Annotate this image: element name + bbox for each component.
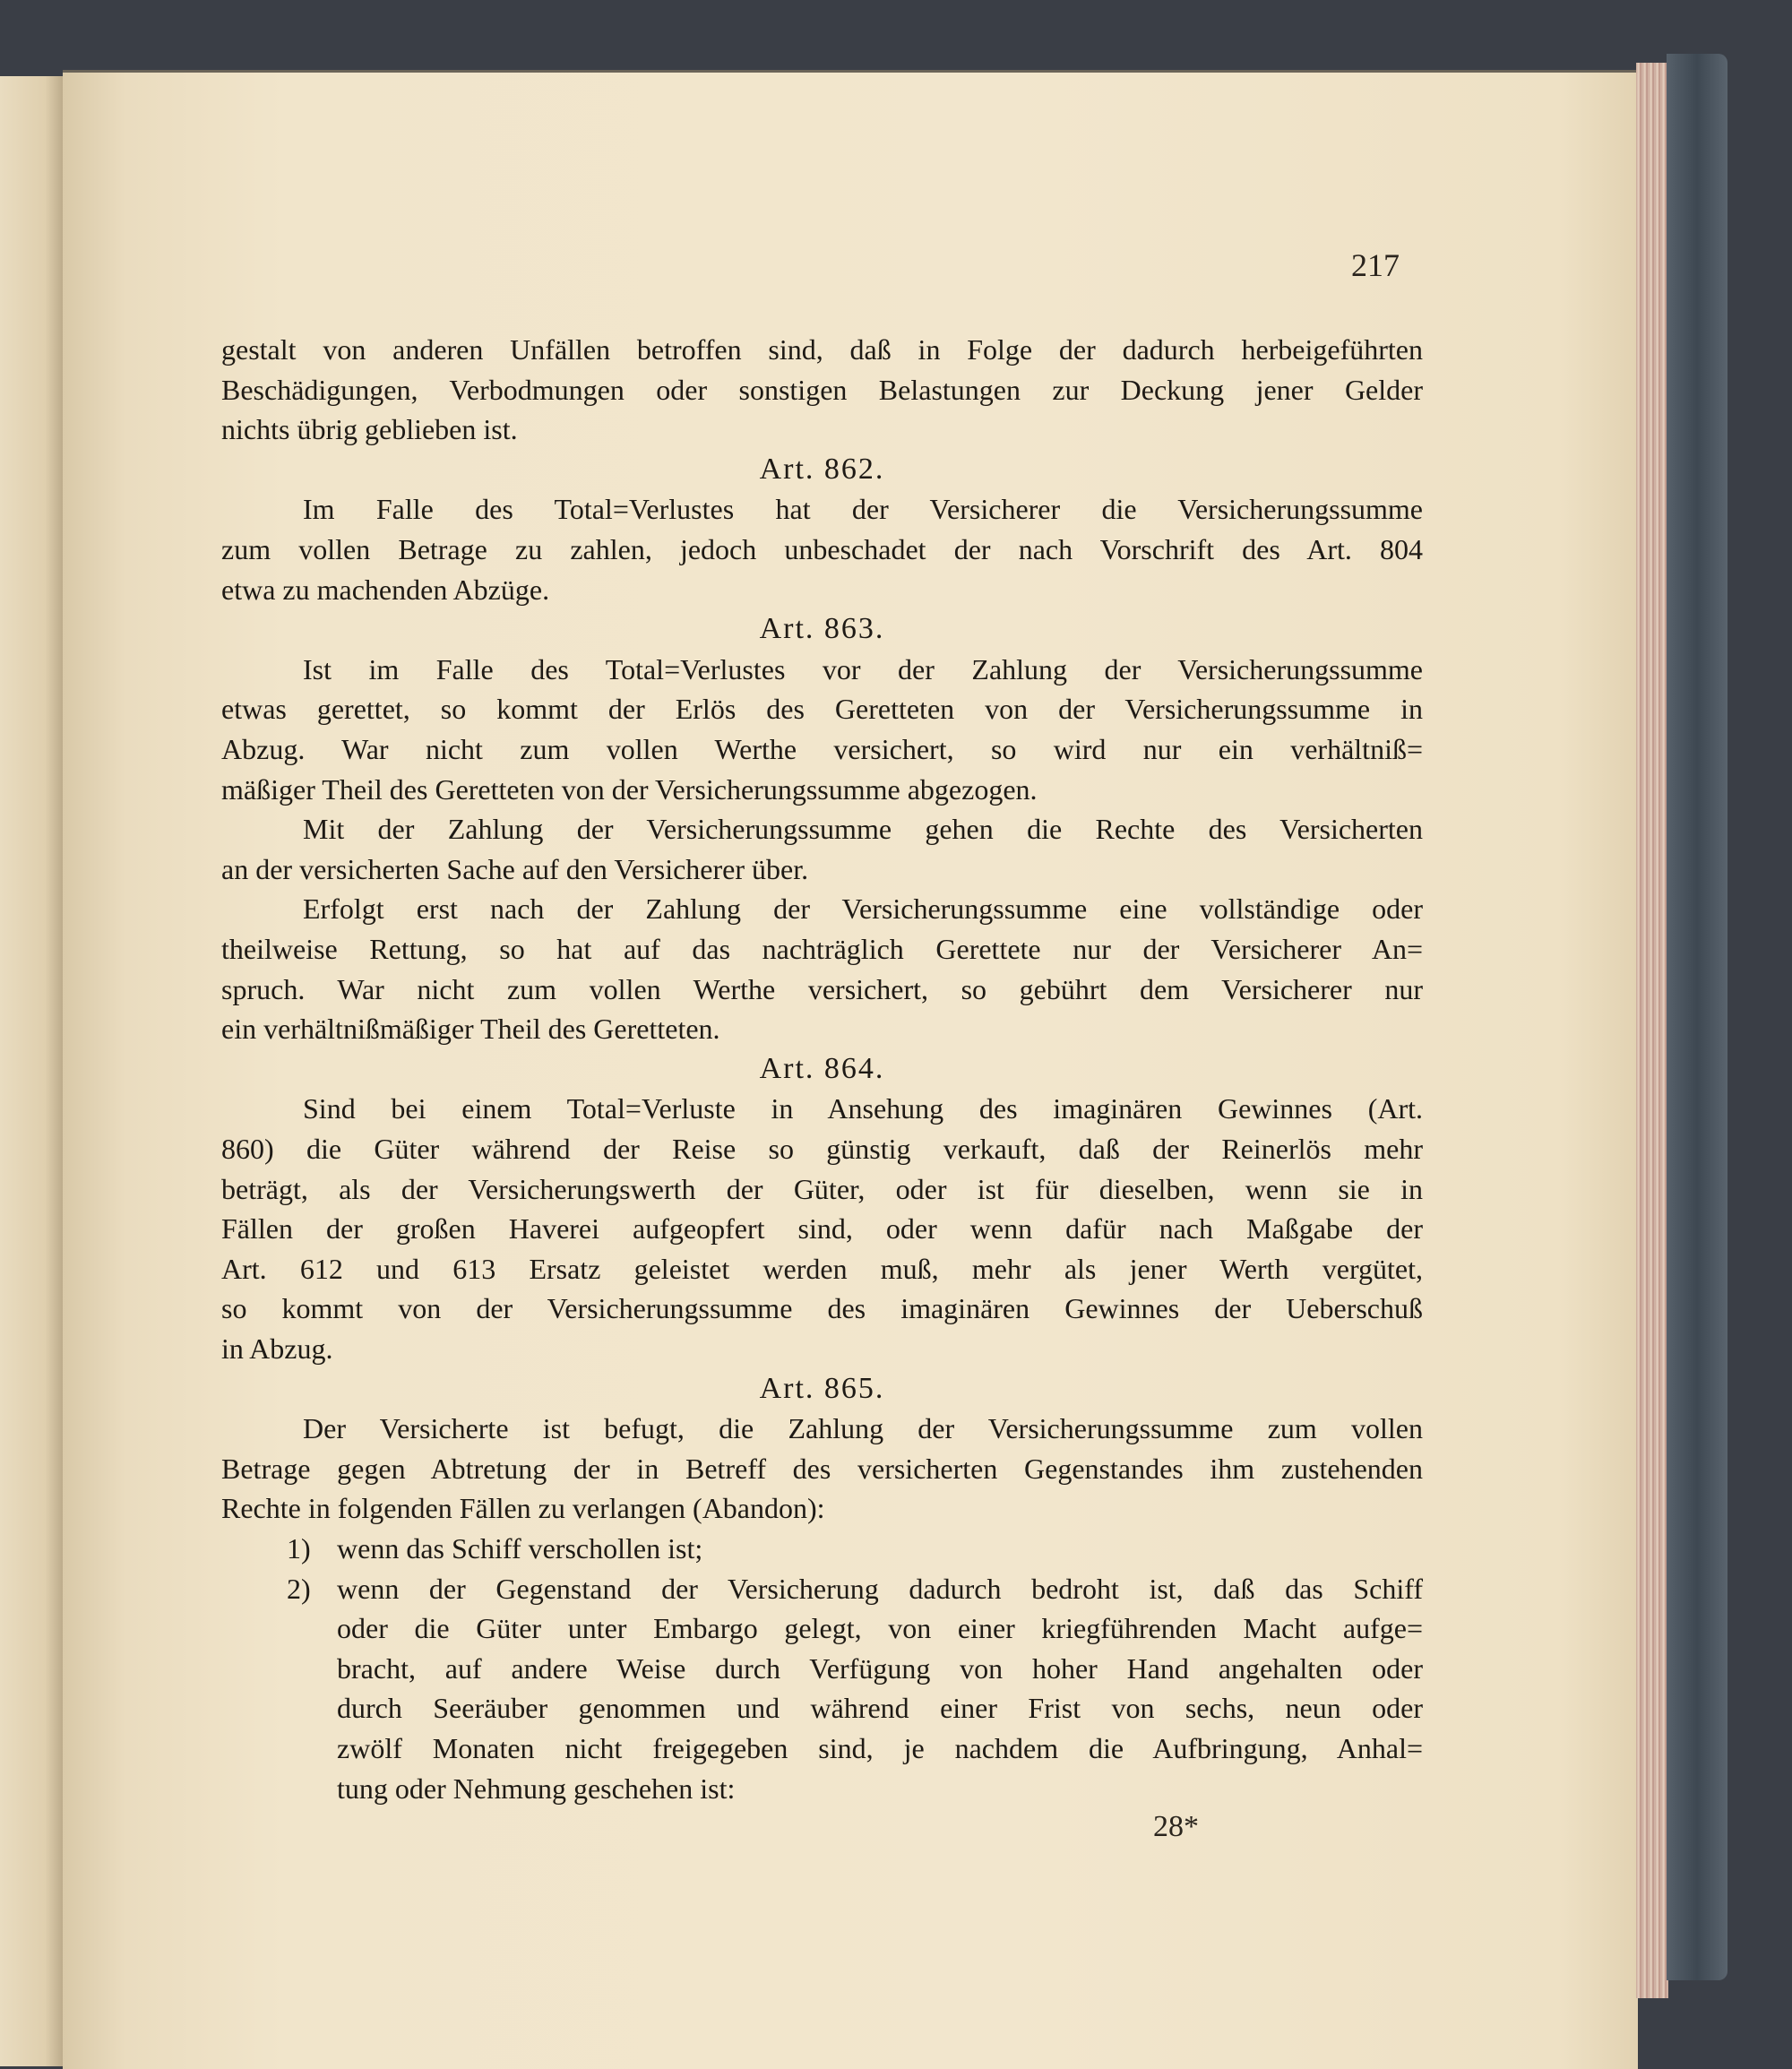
article-heading: Art. 862. <box>759 453 885 486</box>
list-item-text: oder die Güter unter Embargo gelegt, von einer kriegführenden Macht aufge= <box>337 1612 1423 1644</box>
signature-mark: 28* <box>1153 1810 1199 1843</box>
text-line: gestalt von anderen Unfällen betroffen sind, daß in Folge der dadurch herbeigeführten <box>221 333 1423 366</box>
text-line: Fällen der großen Haverei aufgeopfert sind, oder wenn dafür nach Maßgabe der <box>221 1212 1423 1245</box>
text-line: in Abzug. <box>221 1332 333 1365</box>
list-item-text: tung oder Nehmung geschehen ist: <box>337 1772 736 1805</box>
text-line: Abzug. War nicht zum vollen Werthe versichert, so wird nur ein verhältniß= <box>221 733 1423 765</box>
book-cover <box>1667 54 1727 1980</box>
page-edges <box>1636 63 1668 1998</box>
text-line: etwa zu machenden Abzüge. <box>221 573 550 606</box>
text-line: Sind bei einem Total=Verluste in Ansehung des imaginären Gewinnes (Art. <box>303 1092 1423 1125</box>
article-heading: Art. 865. <box>759 1372 885 1405</box>
text-line: nichts übrig geblieben ist. <box>221 413 518 445</box>
article-heading: Art. 864. <box>759 1052 885 1085</box>
text-line: beträgt, als der Versicherungswerth der Güter, oder ist für dieselben, wenn sie in <box>221 1173 1423 1205</box>
text-line: Rechte in folgenden Fällen zu verlangen (Abandon): <box>221 1492 825 1524</box>
list-item-text: bracht, auf andere Weise durch Verfügung von hoher Hand angehalten oder <box>337 1652 1423 1685</box>
list-number: 2) <box>287 1573 311 1605</box>
list-item-text: zwölf Monaten nicht freigegeben sind, je nachdem die Aufbringung, Anhal= <box>337 1732 1423 1764</box>
text-line: Beschädigungen, Verbodmungen oder sonstigen Belastungen zur Deckung jener Gelder <box>221 374 1423 406</box>
list-item-text: wenn der Gegenstand der Versicherung dadurch bedroht ist, daß das Schiff <box>337 1573 1423 1605</box>
text-line: Art. 612 und 613 Ersatz geleistet werden muß, mehr als jener Werth vergütet, <box>221 1253 1423 1285</box>
text-line: spruch. War nicht zum vollen Werthe versichert, so gebührt dem Versicherer nur <box>221 973 1423 1005</box>
text-line: 860) die Güter während der Reise so günstig verkauft, daß der Reinerlös mehr <box>221 1133 1423 1165</box>
page-number: 217 <box>1351 247 1400 283</box>
text-line: Betrage gegen Abtretung der in Betreff des versicherten Gegenstandes ihm zustehenden <box>221 1453 1423 1485</box>
text-line: Ist im Falle des Total=Verlustes vor der Zahlung der Versicherungssumme <box>303 653 1423 685</box>
text-line: zum vollen Betrage zu zahlen, jedoch unbeschadet der nach Vorschrift des Art. 804 <box>221 533 1423 565</box>
text-line: Im Falle des Total=Verlustes hat der Versicherer die Versicherungssumme <box>303 493 1423 525</box>
article-heading: Art. 863. <box>759 612 885 645</box>
text-line: Der Versicherte ist befugt, die Zahlung der Versicherungssumme zum vollen <box>303 1412 1423 1444</box>
list-number: 1) <box>287 1532 311 1565</box>
list-item-text: durch Seeräuber genommen und während einer Frist von sechs, neun oder <box>337 1692 1423 1724</box>
text-line: Erfolgt erst nach der Zahlung der Versicherungssumme eine vollständige oder <box>303 892 1423 925</box>
text-line: so kommt von der Versicherungssumme des imaginären Gewinnes der Ueberschuß <box>221 1292 1423 1324</box>
left-page-edge <box>0 76 65 2066</box>
text-line: mäßiger Theil des Geretteten von der Versicherungssumme abgezogen. <box>221 773 1038 806</box>
text-line: theilweise Rettung, so hat auf das nachträglich Gerettete nur der Versicherer An= <box>221 933 1423 965</box>
text-line: Mit der Zahlung der Versicherungssumme gehen die Rechte des Versicherten <box>303 813 1423 845</box>
text-line: an der versicherten Sache auf den Versicherer über. <box>221 853 809 885</box>
text-line: ein verhältnißmäßiger Theil des Geretteten. <box>221 1013 720 1045</box>
list-item-text: wenn das Schiff verschollen ist; <box>337 1532 703 1565</box>
text-line: etwas gerettet, so kommt der Erlös des Geretteten von der Versicherungssumme in <box>221 693 1423 725</box>
